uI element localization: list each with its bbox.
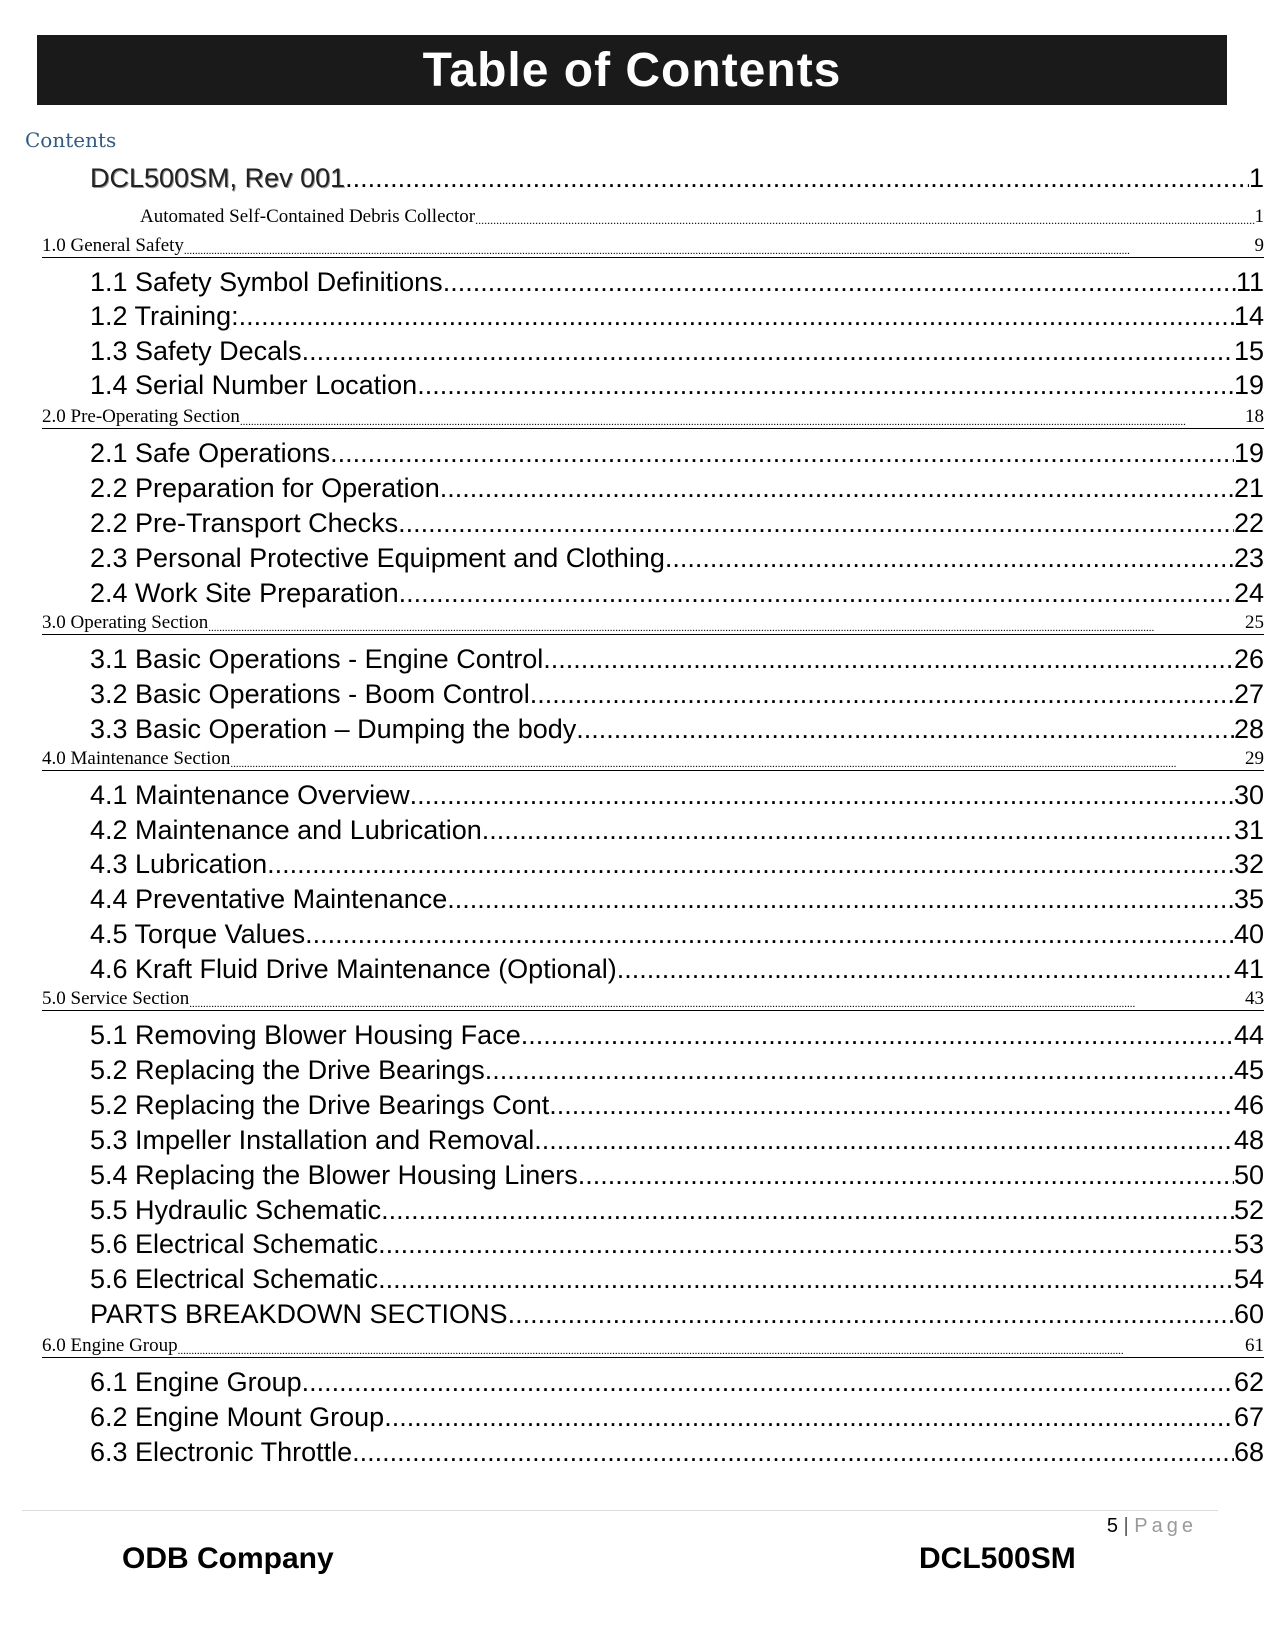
toc-leader-dots	[240, 416, 1245, 428]
toc-leader-dots	[447, 884, 1234, 915]
toc-entry-5-2a[interactable]	[90, 1052, 1264, 1086]
toc-entry-3-3[interactable]	[90, 711, 1264, 745]
toc-leader-dots	[482, 815, 1234, 846]
page-word: Page	[1134, 1515, 1197, 1537]
toc-entry-4-6[interactable]	[90, 951, 1264, 985]
toc-entry-label: 6.3 Electronic Throttle	[90, 1437, 353, 1467]
toc-entry-label: 4.0 Maintenance Section	[42, 748, 231, 769]
toc-entry-page: 25	[1245, 612, 1264, 633]
toc-leader-dots	[184, 245, 1255, 257]
toc-entry-6-0[interactable]	[42, 1333, 1264, 1358]
toc-entry-page: 67	[1233, 1402, 1264, 1432]
toc-entry-1-2[interactable]	[90, 298, 1264, 332]
toc-entry-label: 5.2 Replacing the Drive Bearings	[90, 1055, 485, 1085]
toc-entry-label: 5.1 Removing Blower Housing Face	[90, 1020, 521, 1050]
toc-entry-label: 2.4 Work Site Preparation	[90, 578, 399, 608]
toc-entry-6-1[interactable]	[90, 1364, 1264, 1398]
toc-leader-dots	[352, 1437, 1234, 1468]
toc-entry-label: 4.4 Preventative Maintenance	[90, 884, 448, 914]
toc-leader-dots	[178, 1345, 1245, 1357]
toc-entry-label: 4.2 Maintenance and Lubrication	[90, 815, 482, 845]
page-title: Table of Contents	[422, 43, 842, 97]
toc-entry-page: 48	[1233, 1125, 1264, 1155]
toc-entry-label: 5.6 Electrical Schematic	[90, 1264, 379, 1294]
toc-entry-page: 53	[1233, 1229, 1264, 1259]
toc-leader-dots	[530, 679, 1234, 710]
toc-leader-dots	[475, 213, 1254, 228]
toc-entry-page: 11	[1235, 267, 1264, 297]
toc-entry-label: 2.1 Safe Operations	[90, 438, 331, 468]
toc-entry-4-1[interactable]	[90, 777, 1264, 811]
toc-leader-dots	[410, 780, 1234, 811]
toc-entry-5-3[interactable]	[90, 1122, 1264, 1156]
toc-entry-label: 5.2 Replacing the Drive Bearings Cont.	[90, 1090, 557, 1120]
toc-entry-page: 35	[1233, 884, 1264, 914]
toc-entry-label: 5.6 Electrical Schematic	[90, 1229, 379, 1259]
toc-entry-5-6b[interactable]	[90, 1261, 1264, 1295]
toc-entry-label: Automated Self-Contained Debris Collector	[140, 206, 476, 227]
toc-entry-5-6a[interactable]	[90, 1226, 1264, 1260]
toc-leader-dots	[440, 473, 1234, 504]
toc-entry-2-3[interactable]	[90, 540, 1264, 574]
toc-entry-label: 2.2 Pre-Transport Checks	[90, 508, 399, 538]
toc-entry-label: 6.1 Engine Group	[90, 1367, 302, 1397]
toc-entry-4-2[interactable]	[90, 812, 1264, 846]
toc-entry-page: 45	[1233, 1055, 1264, 1085]
toc-entry-2-4[interactable]	[90, 575, 1264, 609]
toc-entry-label: PARTS BREAKDOWN SECTIONS	[90, 1299, 508, 1329]
toc-leader-dots	[576, 714, 1234, 745]
toc-entry-label: 5.4 Replacing the Blower Housing Liners	[90, 1160, 578, 1190]
toc-leader-dots	[378, 1229, 1234, 1260]
toc-entry-4-5[interactable]	[90, 916, 1264, 950]
toc-entry-page: 28	[1233, 714, 1264, 744]
toc-leader-dots	[443, 267, 1236, 298]
toc-entry-page: 31	[1233, 815, 1264, 845]
toc-leader-dots	[399, 578, 1234, 609]
toc-entry-page: 68	[1233, 1437, 1264, 1467]
toc-entry-label: 3.2 Basic Operations - Boom Control	[90, 679, 530, 709]
toc-leader-dots	[230, 758, 1245, 770]
page-number	[1107, 1515, 1197, 1538]
toc-entry-5-0[interactable]	[42, 986, 1264, 1011]
toc-entry-5-4[interactable]	[90, 1157, 1264, 1191]
page-number-separator: |	[1123, 1515, 1129, 1537]
toc-entry-label: 1.2 Training:	[90, 301, 239, 331]
toc-entry-2-2b[interactable]	[90, 505, 1264, 539]
toc-entry-4-3[interactable]	[90, 846, 1264, 880]
toc-entry-doc-title[interactable]	[90, 160, 1264, 194]
toc-leader-dots	[208, 622, 1245, 634]
toc-entry-1-0[interactable]	[42, 233, 1264, 258]
page-number-value: 5	[1106, 1515, 1118, 1537]
toc-entry-label: 4.1 Maintenance Overview	[90, 780, 410, 810]
toc-entry-3-0[interactable]	[42, 610, 1264, 635]
toc-entry-page: 1	[1254, 206, 1264, 227]
toc-leader-dots	[302, 1367, 1234, 1398]
toc-entry-label: 1.0 General Safety	[42, 235, 184, 256]
toc-leader-dots	[330, 438, 1234, 469]
toc-entry-label: 4.3 Lubrication	[90, 849, 268, 879]
toc-entry-label: 3.3 Basic Operation – Dumping the body	[90, 714, 577, 744]
toc-leader-dots	[534, 1125, 1234, 1156]
toc-leader-dots	[398, 508, 1234, 539]
toc-entry-doc-subtitle[interactable]	[140, 202, 1264, 228]
toc-entry-page: 44	[1233, 1020, 1264, 1050]
toc-entry-page: 19	[1233, 438, 1264, 468]
toc-entry-3-1[interactable]	[90, 641, 1264, 675]
toc-entry-label: 1.3 Safety Decals	[90, 336, 302, 366]
toc-entry-page: 23	[1233, 543, 1264, 573]
toc-entry-label: 5.0 Service Section	[42, 988, 190, 1009]
toc-entry-1-4[interactable]	[90, 367, 1264, 401]
footer-divider	[22, 1510, 1218, 1511]
toc-entry-page: 52	[1233, 1195, 1264, 1225]
toc-entry-page: 61	[1245, 1335, 1264, 1356]
toc-leader-dots	[345, 163, 1249, 194]
toc-entry-page: 40	[1233, 919, 1264, 949]
toc-entry-page: 21	[1233, 473, 1264, 503]
toc-entry-1-3[interactable]	[90, 333, 1264, 367]
toc-leader-dots	[267, 849, 1234, 880]
toc-entry-page: 54	[1233, 1264, 1264, 1294]
toc-entry-6-2[interactable]	[90, 1399, 1264, 1433]
toc-entry-page: 15	[1233, 336, 1264, 366]
toc-entry-4-4[interactable]	[90, 881, 1264, 915]
toc-entry-page: 26	[1233, 644, 1264, 674]
toc-entry-page: 1	[1248, 163, 1264, 193]
toc-entry-page: 41	[1233, 954, 1264, 984]
toc-entry-page: 24	[1233, 578, 1264, 608]
toc-entry-label: 6.2 Engine Mount Group	[90, 1402, 385, 1432]
toc-entry-label: 4.5 Torque Values	[90, 919, 306, 949]
toc-entry-page: 9	[1254, 235, 1264, 256]
toc-entry-label: 5.5 Hydraulic Schematic	[90, 1195, 382, 1225]
toc-leader-dots	[485, 1055, 1234, 1086]
footer-company: ODB Company	[122, 1542, 334, 1575]
toc-entry-2-1[interactable]	[90, 435, 1264, 469]
toc-entry-page: 62	[1233, 1367, 1264, 1397]
toc-leader-dots	[384, 1402, 1234, 1433]
toc-leader-dots	[665, 543, 1234, 574]
toc-leader-dots	[239, 301, 1234, 332]
toc-leader-dots	[189, 998, 1245, 1010]
toc-entry-page: 18	[1245, 406, 1264, 427]
toc-entry-page: 32	[1233, 849, 1264, 879]
toc-entry-page: 22	[1233, 508, 1264, 538]
toc-leader-dots	[557, 1090, 1234, 1121]
toc-entry-1-1[interactable]	[90, 264, 1264, 298]
toc-entry-page: 46	[1233, 1090, 1264, 1120]
toc-entry-6-3[interactable]	[90, 1434, 1264, 1468]
toc-entry-label: 1.1 Safety Symbol Definitions	[90, 267, 443, 297]
toc-entry-5-1[interactable]	[90, 1017, 1264, 1051]
toc-leader-dots	[578, 1160, 1234, 1191]
toc-leader-dots	[417, 370, 1234, 401]
toc-entry-label: 4.6 Kraft Fluid Drive Maintenance (Optional)	[90, 954, 617, 984]
toc-entry-label: DCL500SM, Rev 001	[90, 163, 346, 193]
contents-heading: Contents	[25, 128, 117, 152]
toc-entry-label: 2.3 Personal Protective Equipment and Clothing	[90, 543, 665, 573]
toc-entry-label: 1.4 Serial Number Location	[90, 370, 418, 400]
toc-entry-page: 14	[1233, 301, 1264, 331]
toc-leader-dots	[305, 919, 1234, 950]
toc-entry-4-0[interactable]	[42, 746, 1264, 771]
toc-entry-label: 3.0 Operating Section	[42, 612, 209, 633]
toc-entry-3-2[interactable]	[90, 676, 1264, 710]
toc-entry-2-2a[interactable]	[90, 470, 1264, 504]
toc-entry-5-2b[interactable]	[90, 1087, 1264, 1121]
toc-entry-page: 50	[1233, 1160, 1264, 1190]
toc-entry-5-5[interactable]	[90, 1192, 1264, 1226]
toc-leader-dots	[617, 954, 1234, 985]
toc-entry-page: 27	[1233, 679, 1264, 709]
toc-entry-label: 6.0 Engine Group	[42, 1335, 178, 1356]
toc-leader-dots	[508, 1299, 1234, 1330]
toc-leader-dots	[521, 1020, 1234, 1051]
toc-leader-dots	[378, 1264, 1234, 1295]
toc-leader-dots	[543, 644, 1234, 675]
toc-entry-label: 3.1 Basic Operations - Engine Control	[90, 644, 544, 674]
toc-entry-page: 30	[1233, 780, 1264, 810]
toc-entry-page: 43	[1245, 988, 1264, 1009]
toc-entry-2-0[interactable]	[42, 404, 1264, 429]
footer-model: DCL500SM	[919, 1542, 1076, 1575]
toc-entry-page: 19	[1233, 370, 1264, 400]
toc-entry-page: 29	[1245, 748, 1264, 769]
toc-entry-label: 2.2 Preparation for Operation	[90, 473, 440, 503]
toc-entry-parts[interactable]	[90, 1296, 1264, 1330]
toc-entry-label: 2.0 Pre-Operating Section	[42, 406, 240, 427]
toc-leader-dots	[302, 336, 1234, 367]
toc-entry-page: 60	[1233, 1299, 1264, 1329]
toc-leader-dots	[381, 1195, 1234, 1226]
toc-entry-label: 5.3 Impeller Installation and Removal	[90, 1125, 535, 1155]
